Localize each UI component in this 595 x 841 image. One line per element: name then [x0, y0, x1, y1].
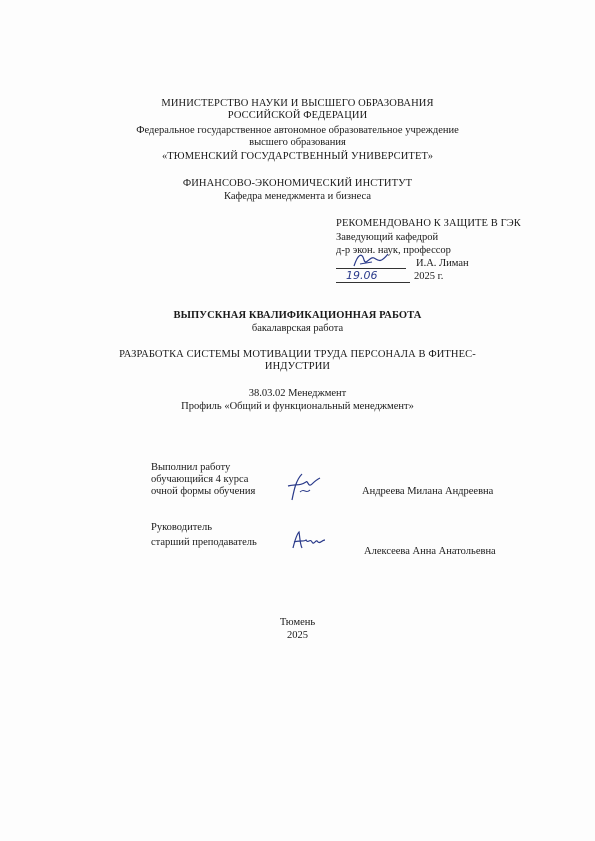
approval-title: РЕКОМЕНДОВАНО К ЗАЩИТЕ В ГЭК — [336, 218, 521, 229]
work-type: ВЫПУСКНАЯ КВАЛИФИКАЦИОННАЯ РАБОТА — [173, 310, 422, 321]
approval-year: 2025 г. — [414, 271, 444, 282]
supervisor-label-line-2: старший преподаватель — [151, 537, 257, 548]
work-direction: 38.03.02 Менеджмент — [248, 388, 347, 399]
footer-year: 2025 — [287, 630, 308, 641]
author-label-line-1: Выполнил работу — [151, 462, 231, 473]
approval-date-line — [336, 282, 410, 283]
ministry-line-1: МИНИСТЕРСТВО НАУКИ И ВЫСШЕГО ОБРАЗОВАНИЯ — [161, 98, 434, 109]
institution-type-line-1: Федеральное государственное автономное образовательное учреждение — [136, 125, 459, 136]
author-signature — [286, 472, 322, 502]
approval-date-handwritten: 19.06 — [346, 269, 378, 282]
institute-name: ФИНАНСОВО-ЭКОНОМИЧЕСКИЙ ИНСТИТУТ — [182, 178, 413, 189]
author-label-line-3: очной формы обучения — [151, 486, 256, 497]
author-label-line-2: обучающийся 4 курса — [151, 474, 249, 485]
work-topic-line-2: ИНДУСТРИИ — [264, 361, 331, 372]
university-name: «ТЮМЕНСКИЙ ГОСУДАРСТВЕННЫЙ УНИВЕРСИТЕТ» — [161, 151, 434, 162]
ministry-line-2: РОССИЙСКОЙ ФЕДЕРАЦИИ — [227, 110, 368, 121]
approval-name: И.А. Лиман — [416, 258, 469, 269]
supervisor-label-line-1: Руководитель — [151, 522, 212, 533]
approval-position: Заведующий кафедрой — [336, 232, 439, 243]
author-name: Андреева Милана Андреевна — [362, 486, 494, 497]
work-subtype: бакалаврская работа — [251, 323, 344, 334]
work-topic-line-1: РАЗРАБОТКА СИСТЕМЫ МОТИВАЦИИ ТРУДА ПЕРСОНАЛА В ФИТНЕС- — [119, 349, 476, 360]
institution-type-line-2: высшего образования — [249, 137, 346, 148]
department-name: Кафедра менеджмента и бизнеса — [223, 191, 372, 202]
head-signature — [352, 250, 392, 270]
footer-city: Тюмень — [279, 617, 316, 628]
work-profile: Профиль «Общий и функциональный менеджмент» — [181, 401, 414, 412]
supervisor-signature — [290, 530, 326, 552]
approval-degree: д-р экон. наук, профессор — [336, 245, 451, 256]
supervisor-name: Алексеева Анна Анатольевна — [364, 546, 496, 557]
